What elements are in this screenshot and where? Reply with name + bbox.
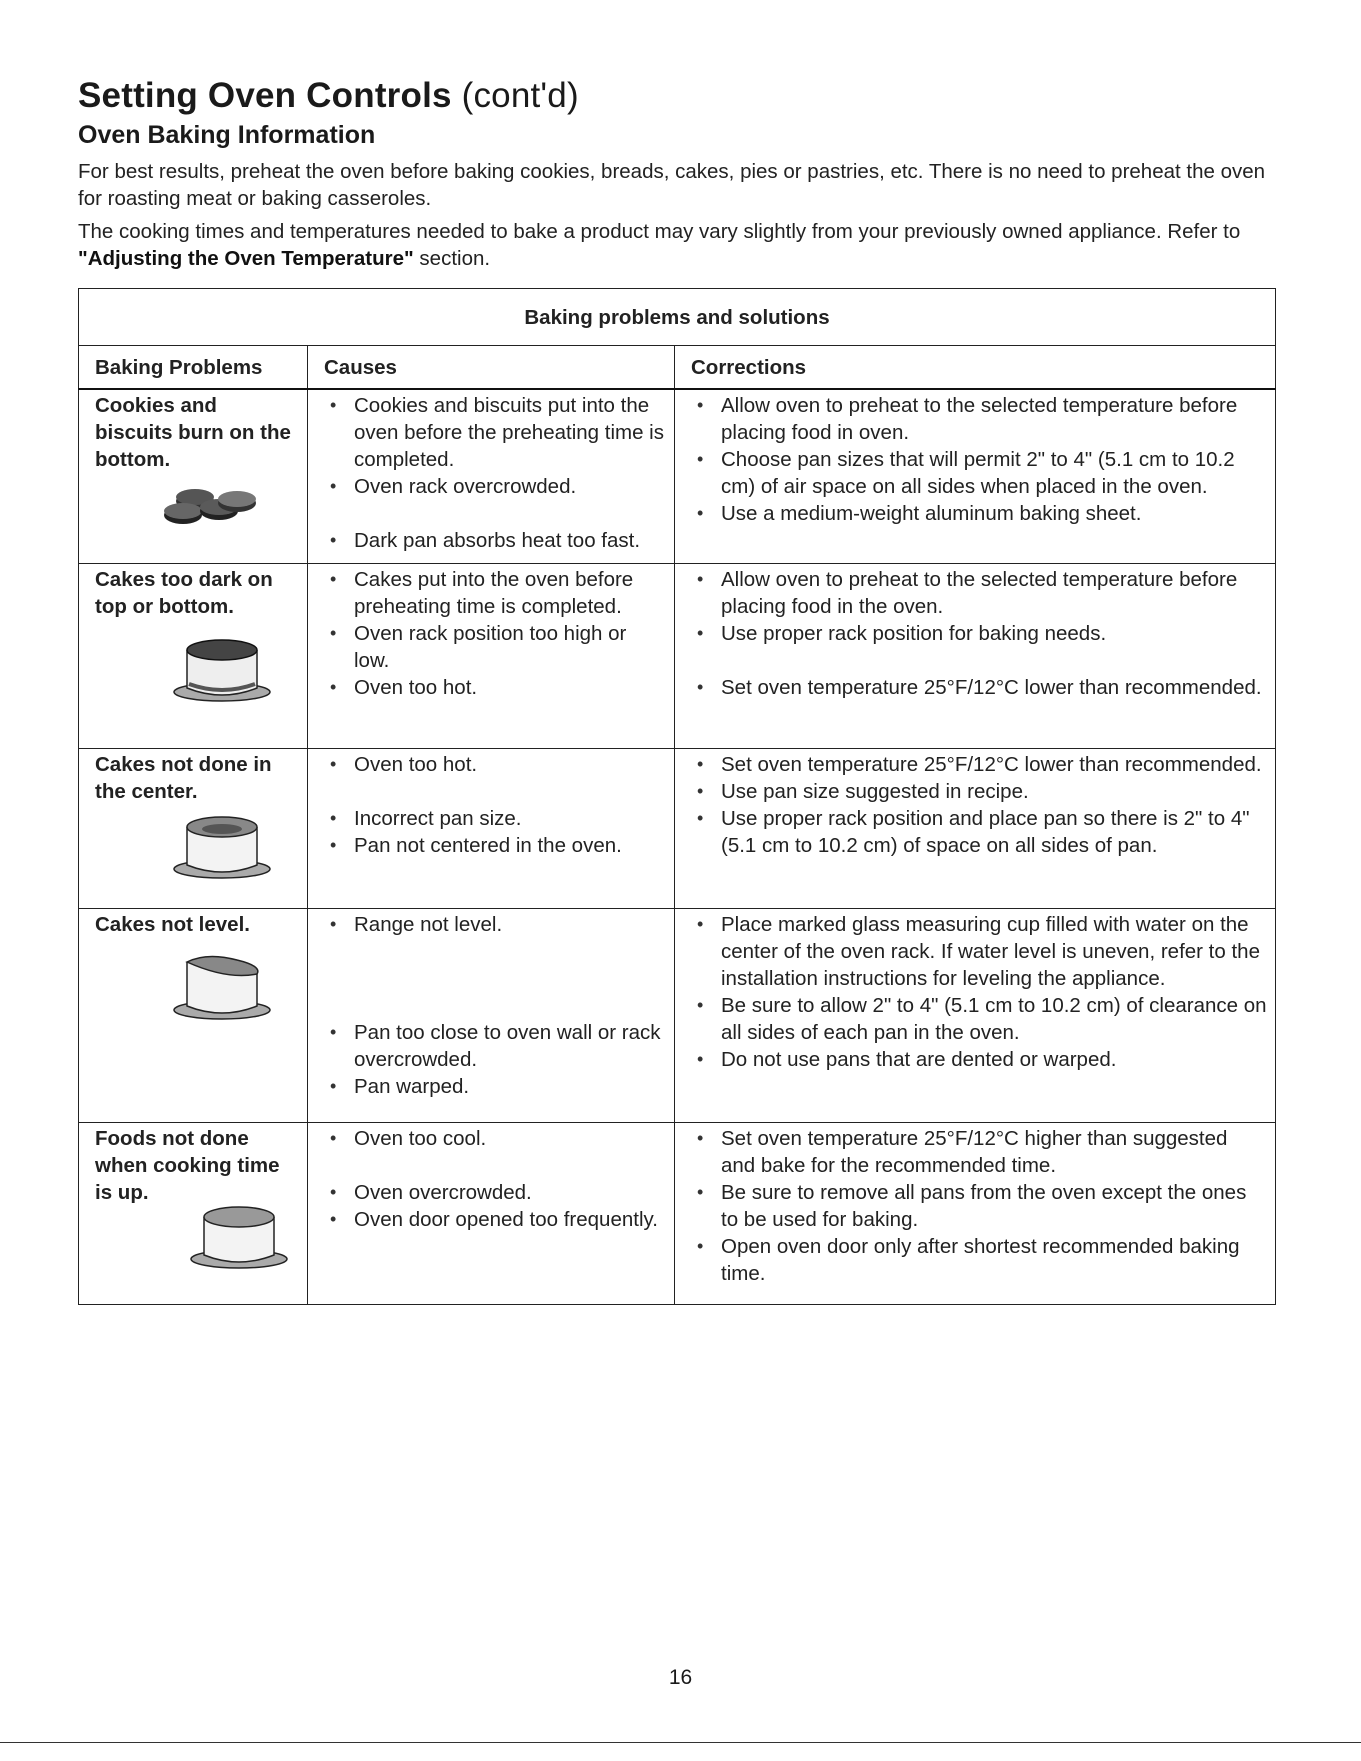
cause-item: • Cakes put into the oven before preheating time is completed. [320, 566, 666, 620]
correction-item: • Be sure to remove all pans from the oven except the ones to be used for baking. [687, 1179, 1267, 1233]
causes-cell [308, 563, 675, 748]
correction-item: • Use proper rack position for baking needs. [687, 620, 1267, 647]
cause-item: • Oven door opened too frequently. [320, 1206, 666, 1233]
cause-item: • Cookies and biscuits put into the oven before the preheating time is completed. [320, 392, 666, 473]
cause-item: • Oven rack overcrowded. [320, 473, 666, 500]
correction-item: • Be sure to allow 2" to 4" (5.1 cm to 10.2 cm) of clearance on all sides of each pan in the oven. [687, 992, 1267, 1046]
problem-cell [79, 908, 308, 1122]
causes-cell [308, 908, 675, 1122]
corrections-cell [675, 389, 1276, 563]
cause-item: • Oven overcrowded. [320, 1179, 666, 1206]
intro-text: The cooking times and temperatures needed to bake a product may vary slightly from your previously owned appliance. Refer to [78, 220, 1241, 244]
cake-icon [184, 1199, 294, 1271]
problem-label: Foods not done when cooking time is up. [95, 1126, 280, 1204]
cause-item: • Pan too close to oven wall or rack overcrowded. [320, 1019, 666, 1073]
table-row [79, 1122, 1276, 1304]
problem-cell [79, 389, 308, 563]
causes-cell [308, 1122, 675, 1304]
cause-item: • Oven too cool. [320, 1125, 666, 1152]
correction-item: • Place marked glass measuring cup filled with water on the center of the oven rack. If water level is uneven, refer to the installation instructions for leveling the appliance. [687, 911, 1267, 992]
problem-cell [79, 748, 308, 908]
correction-item: • Choose pan sizes that will permit 2" to 4" (5.1 cm to 10.2 cm) of air space on all sides when placed in the oven. [687, 446, 1267, 500]
table-row [79, 389, 1276, 563]
causes-cell [308, 748, 675, 908]
corrections-cell [675, 748, 1276, 908]
correction-item: • Do not use pans that are dented or warped. [687, 1046, 1267, 1073]
table-caption: Baking problems and solutions [79, 289, 1276, 346]
cookies-icon [157, 481, 267, 531]
cause-item: • Oven too hot. [320, 674, 666, 701]
corrections-cell [675, 908, 1276, 1122]
problem-cell [79, 563, 308, 748]
table-row [79, 908, 1276, 1122]
sunken-cake-icon [167, 809, 277, 881]
page-title [78, 76, 1278, 116]
correction-item: • Allow oven to preheat to the selected temperature before placing food in oven. [687, 392, 1267, 446]
tilted-cake-icon [167, 950, 277, 1022]
intro-tail: section. [413, 247, 491, 271]
problem-cell [79, 1122, 308, 1304]
title-text: Setting Oven Controls [78, 76, 452, 115]
dark-cake-icon [167, 632, 277, 704]
column-header-corrections: Corrections [675, 346, 1276, 390]
correction-item: • Set oven temperature 25°F/12°C higher than suggested and bake for the recommended time. [687, 1125, 1267, 1179]
baking-problems-table [78, 288, 1276, 1305]
causes-cell [308, 389, 675, 563]
corrections-cell [675, 1122, 1276, 1304]
problem-label: Cookies and biscuits burn on the bottom. [95, 394, 291, 471]
corrections-cell [675, 563, 1276, 748]
problem-label: Cakes not done in the center. [95, 752, 272, 803]
correction-item: • Allow oven to preheat to the selected temperature before placing food in the oven. [687, 566, 1267, 620]
section-subtitle: Oven Baking Information [78, 121, 376, 150]
cause-item: • Pan not centered in the oven. [320, 832, 666, 859]
table-row [79, 563, 1276, 748]
column-header-problems: Baking Problems [79, 346, 308, 390]
problem-label: Cakes not level. [95, 912, 250, 936]
table-row [79, 748, 1276, 908]
correction-item: • Use proper rack position and place pan so there is 2" to 4" (5.1 cm to 10.2 cm) of space on all sides of pan. [687, 805, 1267, 859]
correction-item: • Use a medium-weight aluminum baking sheet. [687, 500, 1267, 527]
intro-paragraph-1: For best results, preheat the oven before baking cookies, breads, cakes, pies or pastries, etc. There is no need to preheat the oven for roasting meat or baking casseroles. [78, 160, 1266, 211]
page-content [78, 76, 1278, 278]
correction-item: • Use pan size suggested in recipe. [687, 778, 1267, 805]
correction-item: • Set oven temperature 25°F/12°C lower than recommended. [687, 751, 1267, 778]
section-reference: "Adjusting the Oven Temperature" [78, 247, 414, 271]
footer-divider [0, 1742, 1361, 1743]
page-number: 16 [668, 1666, 693, 1689]
title-suffix: (cont'd) [461, 76, 579, 115]
column-header-causes: Causes [308, 346, 675, 390]
cause-item: • Pan warped. [320, 1073, 666, 1100]
cause-item: • Oven rack position too high or low. [320, 620, 666, 674]
correction-item: • Open oven door only after shortest recommended baking time. [687, 1233, 1267, 1287]
problem-label: Cakes too dark on top or bottom. [95, 567, 273, 618]
intro-paragraph-2 [78, 218, 1278, 272]
cause-item: • Range not level. [320, 911, 666, 938]
cause-item: • Dark pan absorbs heat too fast. [320, 527, 666, 554]
correction-item: • Set oven temperature 25°F/12°C lower than recommended. [687, 674, 1267, 701]
cause-item: • Oven too hot. [320, 751, 666, 778]
cause-item: • Incorrect pan size. [320, 805, 666, 832]
